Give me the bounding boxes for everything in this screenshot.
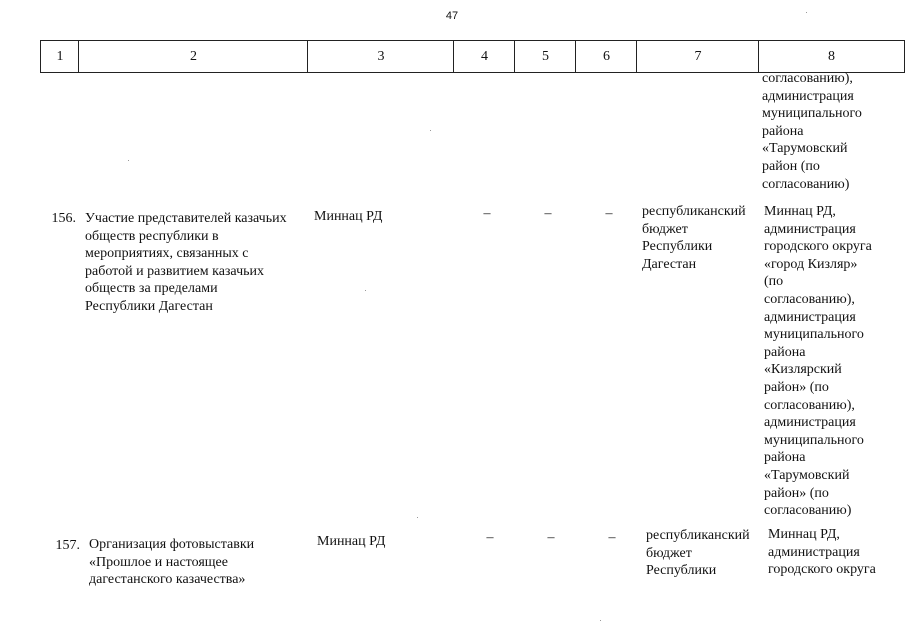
- continuation-col8-text: согласованию), администрация муниципального района «Тарумовский район (по согласованию): [762, 71, 862, 192]
- col4-value: –: [486, 530, 494, 545]
- header-col-8: 8: [758, 41, 905, 72]
- header-col-4: 4: [453, 41, 515, 72]
- executor: Миннац РД: [317, 534, 386, 549]
- measure-name: Организация фотовыставки «Прошлое и настоящее дагестанского казачества»: [89, 537, 255, 588]
- partners: Миннац РД, администрация городского округа «город Кизляр» (по согласованию), администрация муниципального района «Кизлярский район» (по согласованию), администрация муниципального района «Тарумовский район» (по согласованию): [764, 204, 872, 519]
- scan-speck: [128, 160, 129, 161]
- header-col-3: 3: [307, 41, 454, 72]
- col6-value: –: [605, 206, 613, 221]
- header-col-5: 5: [514, 41, 576, 72]
- scan-speck: [417, 517, 418, 518]
- row-number: 157.: [55, 538, 80, 553]
- row-number: 156.: [51, 211, 76, 226]
- page-number: 47: [445, 10, 459, 22]
- col6-value: –: [608, 530, 616, 545]
- scan-speck: [365, 290, 366, 291]
- measure-name: Участие представителей казачьих обществ республики в мероприятиях, связанных с работой и развитием казачьих обществ за пределами Республики Дагестан: [85, 211, 287, 314]
- header-col-1: 1: [40, 41, 79, 72]
- partners: Миннац РД, администрация городского округа: [768, 527, 876, 578]
- col5-value: –: [547, 530, 555, 545]
- header-col-7: 7: [636, 41, 759, 72]
- header-col-2: 2: [78, 41, 308, 72]
- funding-source: республиканский бюджет Республики: [646, 528, 750, 579]
- col4-value: –: [483, 206, 491, 221]
- executor: Миннац РД: [314, 209, 383, 224]
- table-header: [40, 40, 905, 73]
- scan-speck: [600, 620, 601, 621]
- funding-source: республиканский бюджет Республики Дагестан: [642, 204, 746, 272]
- header-col-6: 6: [575, 41, 637, 72]
- col5-value: –: [544, 206, 552, 221]
- scan-speck: [430, 130, 431, 131]
- scan-speck: [806, 12, 807, 13]
